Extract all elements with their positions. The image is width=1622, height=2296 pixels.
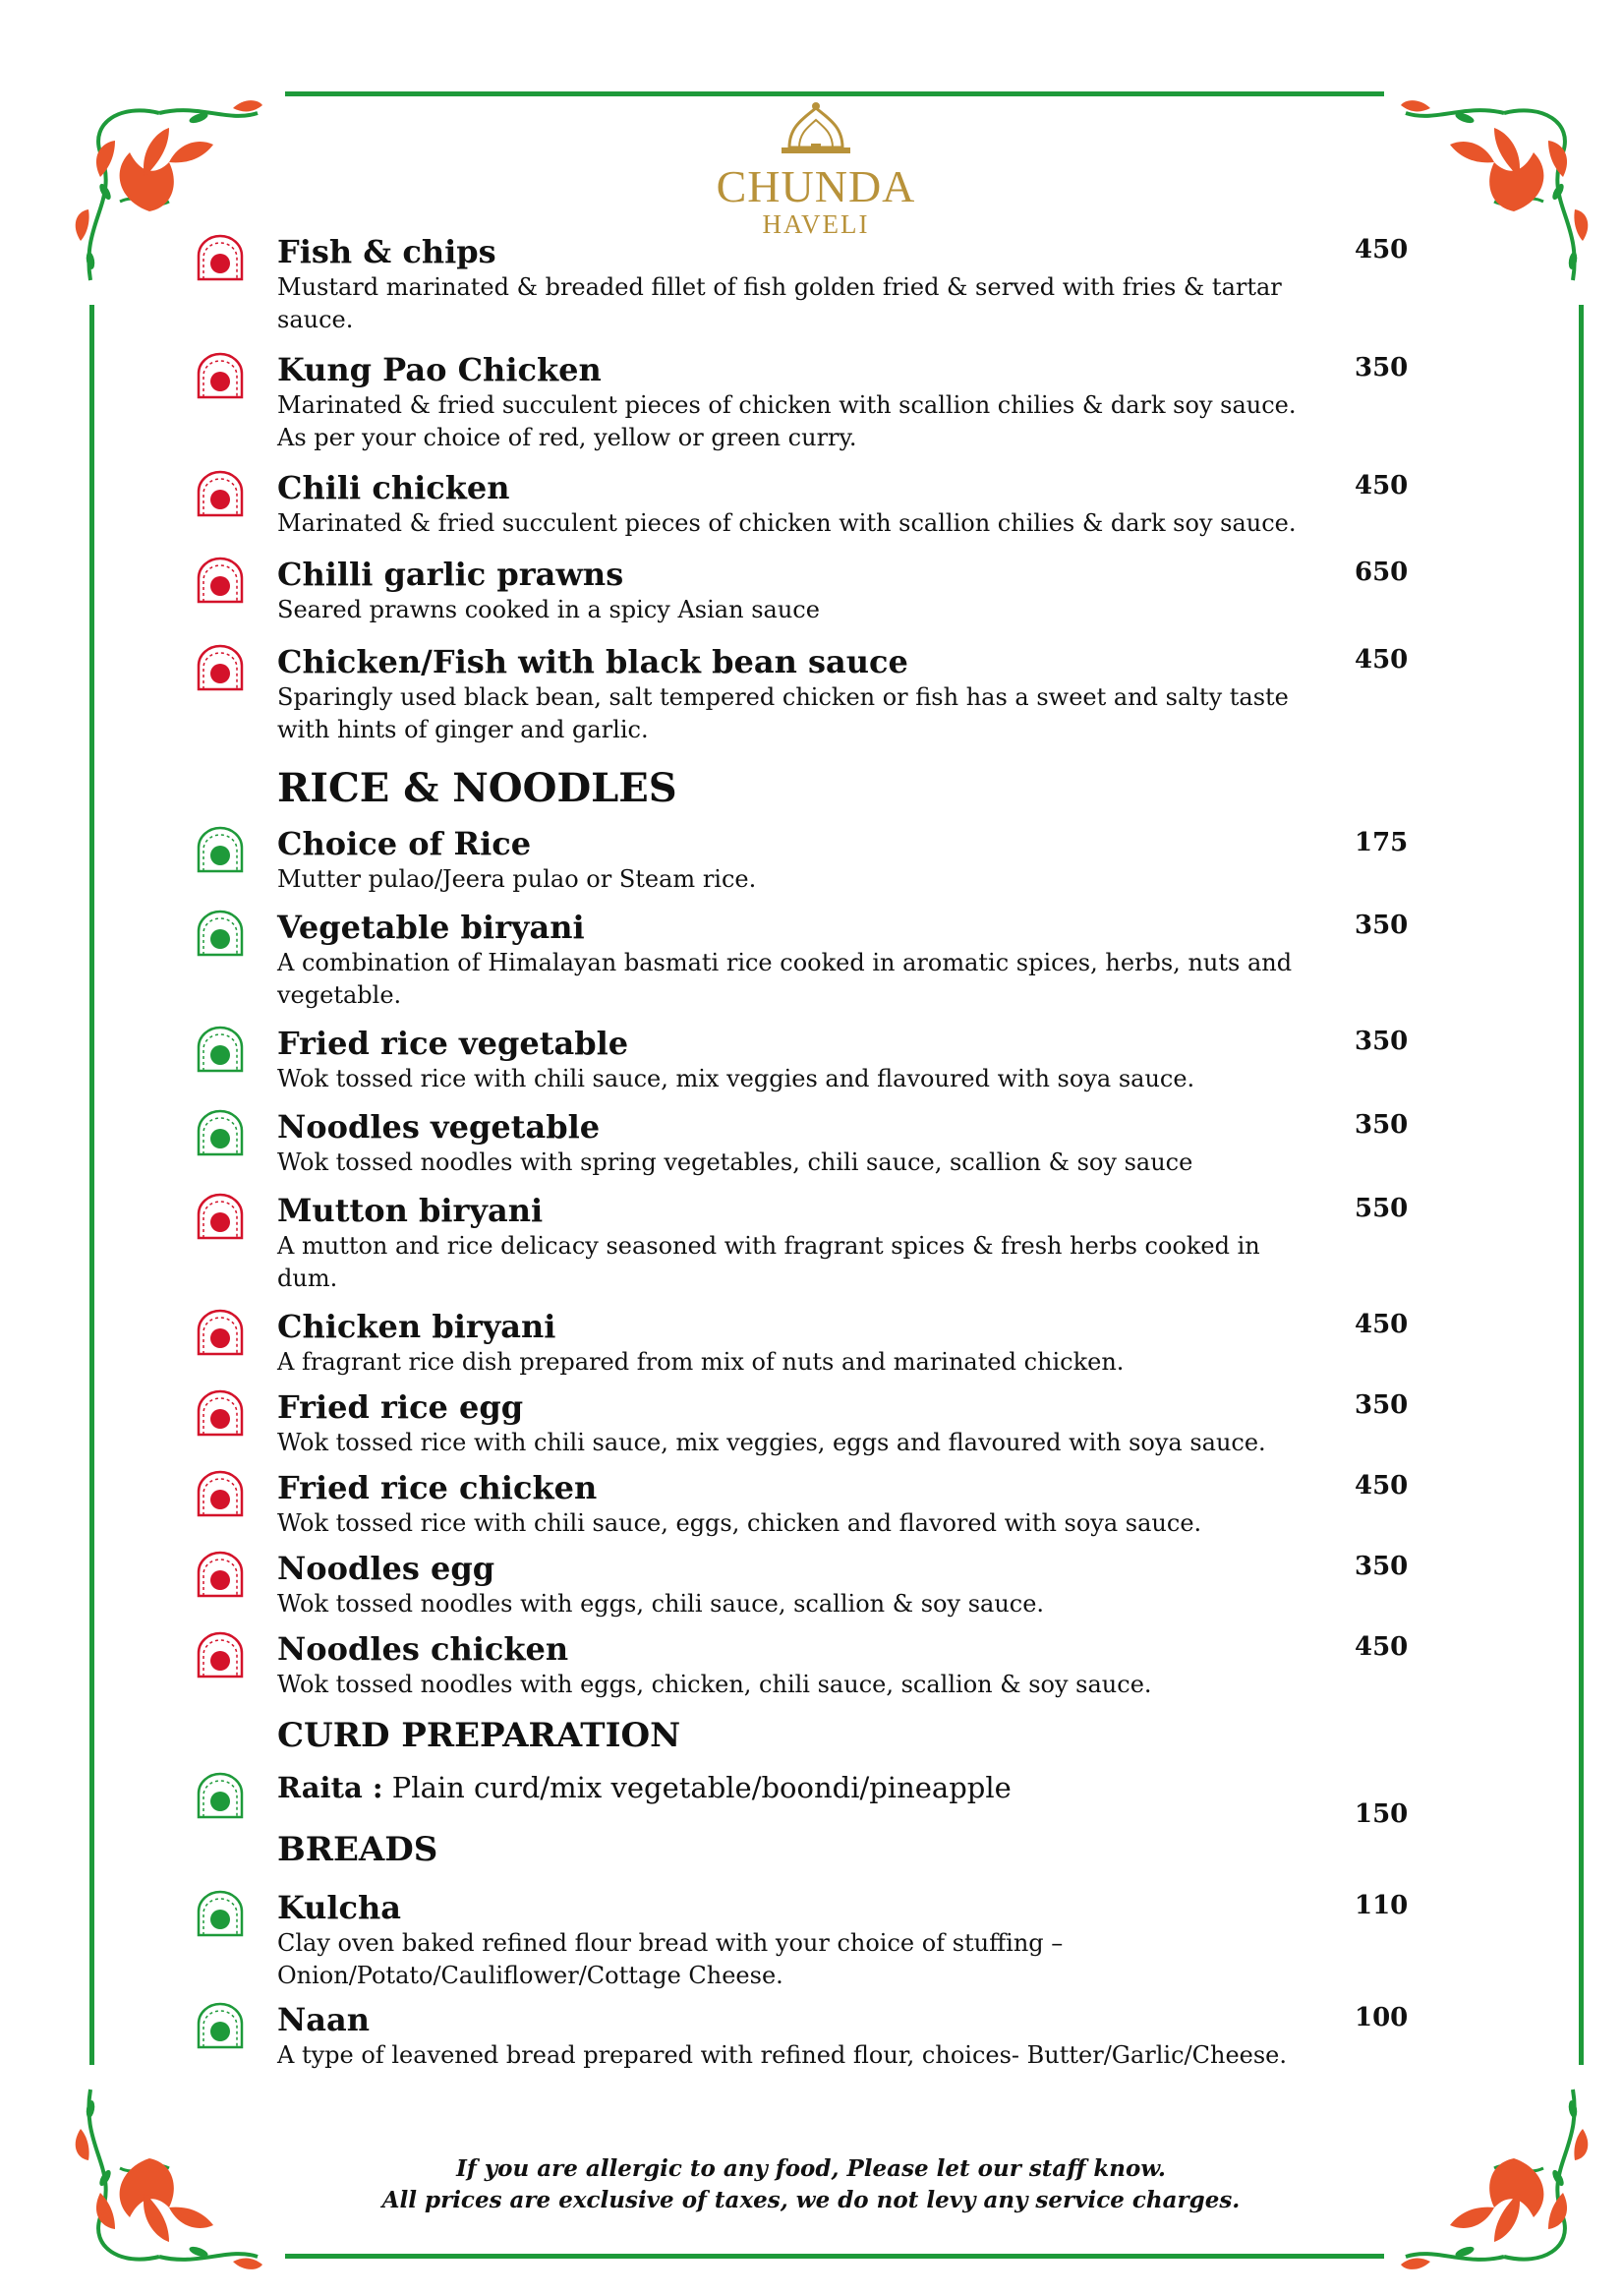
nonveg-mark-icon: [195, 234, 246, 283]
item-price: 110: [1355, 1891, 1409, 1920]
item-price: 175: [1355, 828, 1409, 857]
nonveg-mark-icon: [195, 644, 246, 693]
item-desc: Wok tossed rice with chili sauce, eggs, chicken and flavored with soya sauce.: [277, 1509, 1202, 1537]
footer-tax-line: All prices are exclusive of taxes, we do not levy any service charges.: [381, 2187, 1241, 2213]
item-price: 350: [1355, 1390, 1409, 1420]
footer-allergy-line: If you are allergic to any food, Please let our staff know.: [456, 2155, 1166, 2182]
brand-sub: HAVELI: [762, 209, 870, 239]
veg-mark-icon: [195, 2002, 246, 2051]
item-desc: Mustard marinated & breaded fillet of fish golden fried & served with fries & tartar sauce.: [277, 273, 1282, 333]
item-desc: A type of leavened bread prepared with refined flour, choices- Butter/Garlic/Cheese.: [277, 2041, 1288, 2069]
item-price: 350: [1355, 1552, 1409, 1581]
item-price: 350: [1355, 353, 1409, 383]
item-desc: Marinated & fried succulent pieces of chicken with scallion chilies & dark soy sauce. As per your choice of red, yellow or green curry.: [277, 391, 1297, 451]
item-price: 650: [1355, 558, 1409, 587]
nonveg-mark-icon: [195, 1389, 246, 1439]
brand-logo: [708, 98, 924, 238]
item-price: 450: [1355, 1310, 1409, 1339]
nonveg-mark-icon: [195, 470, 246, 519]
item-price: 450: [1355, 645, 1409, 675]
item-name: Fish & chips: [277, 233, 496, 270]
item-desc: Seared prawns cooked in a spicy Asian sauce: [277, 596, 820, 623]
border-left: [89, 305, 94, 2065]
nonveg-mark-icon: [195, 557, 246, 606]
veg-mark-icon: [195, 910, 246, 959]
section-heading-breads: BREADS: [277, 1830, 438, 1869]
brand-name: CHUNDA: [716, 161, 916, 211]
section-heading-rice: RICE & NOODLES: [277, 765, 677, 811]
item-price: 550: [1355, 1194, 1409, 1223]
item-desc: Wok tossed noodles with spring vegetables, chili sauce, scallion & soy sauce: [277, 1148, 1193, 1176]
nonveg-mark-icon: [195, 1551, 246, 1600]
item-desc: Wok tossed noodles with eggs, chili sauce, scallion & soy sauce.: [277, 1590, 1045, 1618]
nonveg-mark-icon: [195, 1193, 246, 1242]
item-desc: Mutter pulao/Jeera pulao or Steam rice.: [277, 865, 757, 893]
palace-crest-icon: [772, 98, 860, 155]
border-right: [1579, 305, 1584, 2065]
item-name: Chilli garlic prawns: [277, 556, 624, 593]
item-desc: Wok tossed rice with chili sauce, mix veggies and flavoured with soya sauce.: [277, 1065, 1195, 1092]
veg-mark-icon: [195, 826, 246, 875]
veg-mark-icon: [195, 1772, 246, 1821]
item-price: 350: [1355, 1027, 1409, 1056]
item-name: Kung Pao Chicken: [277, 351, 602, 388]
nonveg-mark-icon: [195, 352, 246, 401]
corner-flower-icon: [61, 84, 287, 310]
item-name: Noodles vegetable: [277, 1108, 601, 1146]
item-desc: A fragrant rice dish prepared from mix of nuts and marinated chicken.: [277, 1348, 1125, 1376]
footer-note: [0, 2153, 1622, 2216]
veg-mark-icon: [195, 1026, 246, 1075]
item-name: Fried rice egg: [277, 1388, 524, 1426]
item-name: Fried rice chicken: [277, 1469, 598, 1506]
item-name: Chicken/Fish with black bean sauce: [277, 643, 908, 680]
veg-mark-icon: [195, 1109, 246, 1158]
nonveg-mark-icon: [195, 1309, 246, 1358]
item-desc: Marinated & fried succulent pieces of chicken with scallion chilies & dark soy sauce.: [277, 509, 1297, 537]
item-name: Mutton biryani: [277, 1192, 544, 1229]
item-price: 450: [1355, 1632, 1409, 1662]
nonveg-mark-icon: [195, 1470, 246, 1519]
item-price: 450: [1355, 1471, 1409, 1501]
border-top: [285, 91, 1384, 96]
item-price: 150: [1355, 1799, 1409, 1829]
item-price: 450: [1355, 471, 1409, 500]
item-desc: A mutton and rice delicacy seasoned with fragrant spices & fresh herbs cooked in dum.: [277, 1232, 1260, 1292]
raita-text: Plain curd/mix vegetable/boondi/pineapple: [382, 1771, 1012, 1804]
section-heading-curd: CURD PREPARATION: [277, 1716, 681, 1755]
item-desc: Wok tossed noodles with eggs, chicken, chili sauce, scallion & soy sauce.: [277, 1671, 1152, 1698]
nonveg-mark-icon: [195, 1631, 246, 1680]
item-price: 350: [1355, 911, 1409, 940]
item-name: Noodles chicken: [277, 1630, 569, 1668]
item-desc: A combination of Himalayan basmati rice cooked in aromatic spices, herbs, nuts and vegetable.: [277, 949, 1293, 1009]
veg-mark-icon: [195, 1890, 246, 1939]
raita-label: Raita :: [277, 1771, 383, 1804]
item-desc: Clay oven baked refined flour bread with your choice of stuffing – Onion/Potato/Cauliflower/Cottage Cheese.: [277, 1929, 1064, 1989]
item-price: 350: [1355, 1110, 1409, 1140]
item-name: Chili chicken: [277, 469, 510, 506]
item-name: Choice of Rice: [277, 825, 532, 862]
item-desc: Wok tossed rice with chili sauce, mix veggies, eggs and flavoured with soya sauce.: [277, 1429, 1266, 1456]
item-name: Kulcha: [277, 1889, 402, 1926]
item-price: 100: [1355, 2003, 1409, 2032]
raita-line: [277, 1770, 1012, 1805]
item-name: Fried rice vegetable: [277, 1025, 629, 1062]
item-price: 450: [1355, 235, 1409, 265]
item-name: Vegetable biryani: [277, 909, 585, 946]
item-name: Chicken biryani: [277, 1308, 556, 1345]
item-desc: Sparingly used black bean, salt tempered chicken or fish has a sweet and salty taste with hints of ginger and garlic.: [277, 683, 1289, 743]
corner-flower-icon: [1376, 84, 1602, 310]
border-bottom: [285, 2254, 1384, 2259]
item-name: Naan: [277, 2001, 370, 2038]
item-name: Noodles egg: [277, 1550, 495, 1587]
